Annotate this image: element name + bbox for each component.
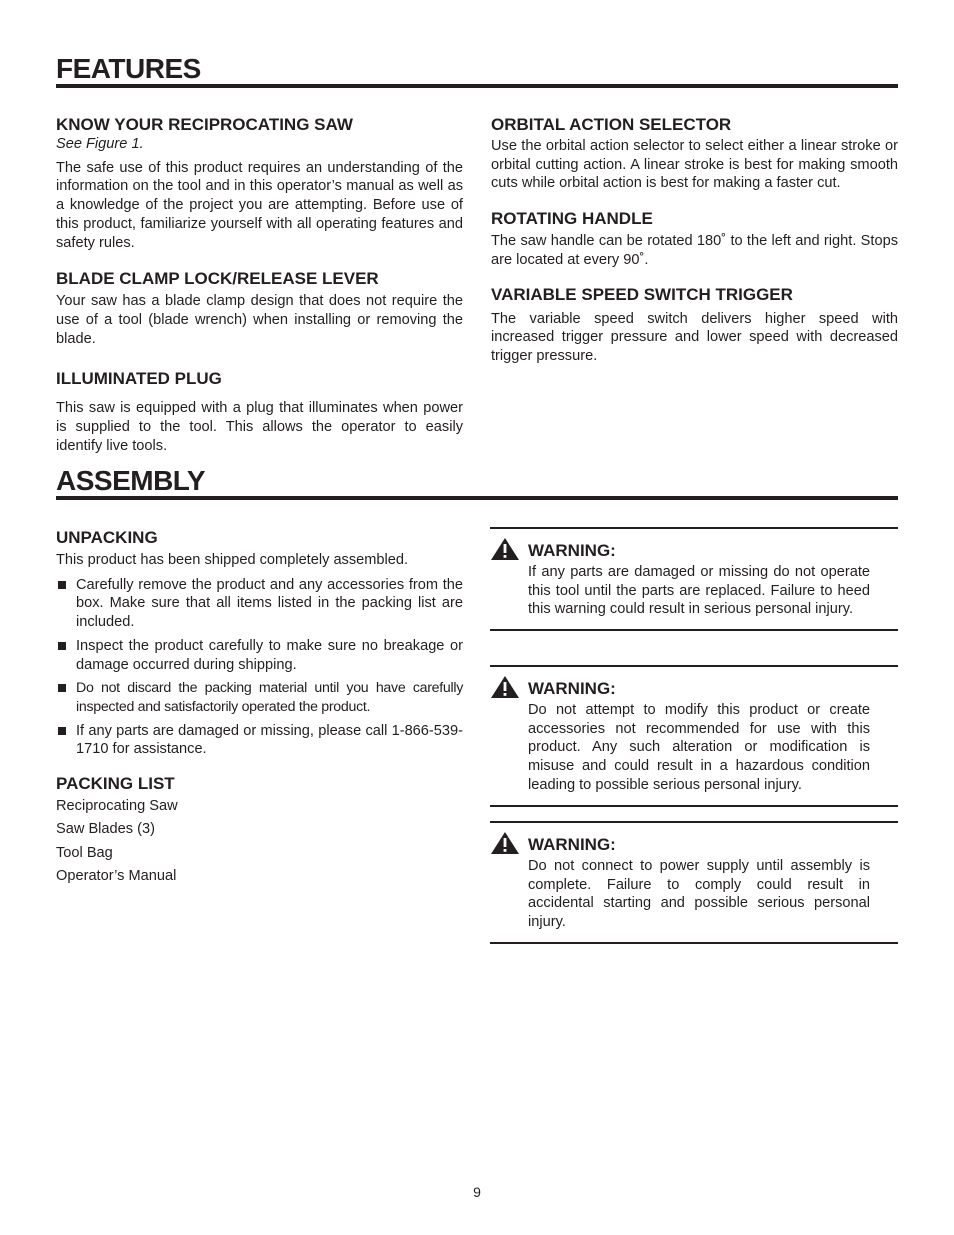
orbital-heading: ORBITAL ACTION SELECTOR	[491, 115, 732, 134]
features-right-column	[491, 114, 898, 366]
plug-body: This saw is equipped with a plug that illuminates when power is supplied to the tool. This allows the operator to easily identify live tools.	[56, 400, 463, 454]
blade-heading: BLADE CLAMP LOCK/RELEASE LEVER	[56, 269, 379, 289]
know-see-figure: See Figure 1.	[56, 136, 144, 152]
warning-triangle-icon	[490, 831, 520, 855]
bullet-square-icon	[58, 684, 66, 692]
warning-triangle-icon	[490, 675, 520, 699]
list-item: Tool Bag	[56, 844, 113, 861]
know-heading: KNOW YOUR RECIPROCATING SAW	[56, 115, 353, 134]
bullet-square-icon	[58, 642, 66, 650]
warning-triangle-icon	[490, 537, 520, 561]
assembly-left-column	[56, 527, 463, 888]
list-item: Reciprocating Saw	[56, 798, 178, 815]
warning-body: Do not connect to power supply until assembly is complete. Failure to comply could result in accidental starting and possible serious personal injury.	[528, 858, 870, 931]
bullet-square-icon	[58, 581, 66, 589]
features-title: FEATURES	[56, 54, 898, 88]
trigger-heading: VARIABLE SPEED SWITCH TRIGGER	[491, 284, 793, 304]
warning-box-2	[490, 665, 898, 807]
list-item: If any parts are damaged or missing, please call 1-866-539-1710 for assistance.	[56, 722, 463, 759]
bullet-square-icon	[58, 727, 66, 735]
warning-box-1	[490, 527, 898, 631]
plug-heading: ILLUMINATED PLUG	[56, 369, 222, 389]
warning-label: WARNING:	[528, 835, 616, 854]
list-item: Saw Blades (3)	[56, 821, 155, 838]
assembly-title: ASSEMBLY	[56, 466, 898, 500]
warning-label: WARNING:	[528, 541, 616, 560]
unpacking-heading: UNPACKING	[56, 528, 158, 547]
warning-body: Do not attempt to modify this product or create accessories not recommended for use with this product. Any such alteration or modification is misuse and could result in a hazardous condition leading to possible serious personal injury.	[528, 702, 870, 793]
warning-box-3	[490, 821, 898, 944]
handle-body: The saw handle can be rotated 180˚ to the left and right. Stops are located at every 90˚.	[491, 233, 898, 268]
unpacking-intro: This product has been shipped completely assembled.	[56, 552, 409, 568]
trigger-body: The variable speed switch delivers higher speed with increased trigger pressure and lower speed with decreased trigger pressure.	[491, 310, 898, 364]
list-item: Operator’s Manual	[56, 867, 177, 884]
packing-list	[56, 795, 463, 888]
list-item: Do not discard the packing material until you have carefully inspected and satisfactorily operated the product.	[56, 679, 463, 716]
warning-label: WARNING:	[528, 679, 616, 698]
know-body: The safe use of this product requires an understanding of the information on the tool and in this operator’s manual as well as a knowledge of the project you are attempting. Before use of this product, familiarize yourself with all operating features and safety rules.	[56, 159, 463, 251]
list-item: Carefully remove the product and any accessories from the box. Make sure that all items listed in the packing list are included.	[56, 576, 463, 632]
unpacking-bullets	[56, 576, 463, 759]
blade-body: Your saw has a blade clamp design that does not require the use of a tool (blade wrench) when installing or removing the blade.	[56, 293, 463, 347]
warning-body: If any parts are damaged or missing do not operate this tool until the parts are replaced. Failure to heed this warning could result in serious personal injury.	[528, 564, 870, 618]
list-item: Inspect the product carefully to make sure no breakage or damage occurred during shipping.	[56, 637, 463, 674]
packing-heading: PACKING LIST	[56, 774, 175, 794]
orbital-body: Use the orbital action selector to select either a linear stroke or orbital cutting action. A linear stroke is best for making smooth cuts while orbital action is best for making a faster cut.	[491, 138, 898, 192]
features-left-column	[56, 114, 463, 455]
page-number: 9	[473, 1184, 481, 1200]
handle-heading: ROTATING HANDLE	[491, 209, 653, 229]
